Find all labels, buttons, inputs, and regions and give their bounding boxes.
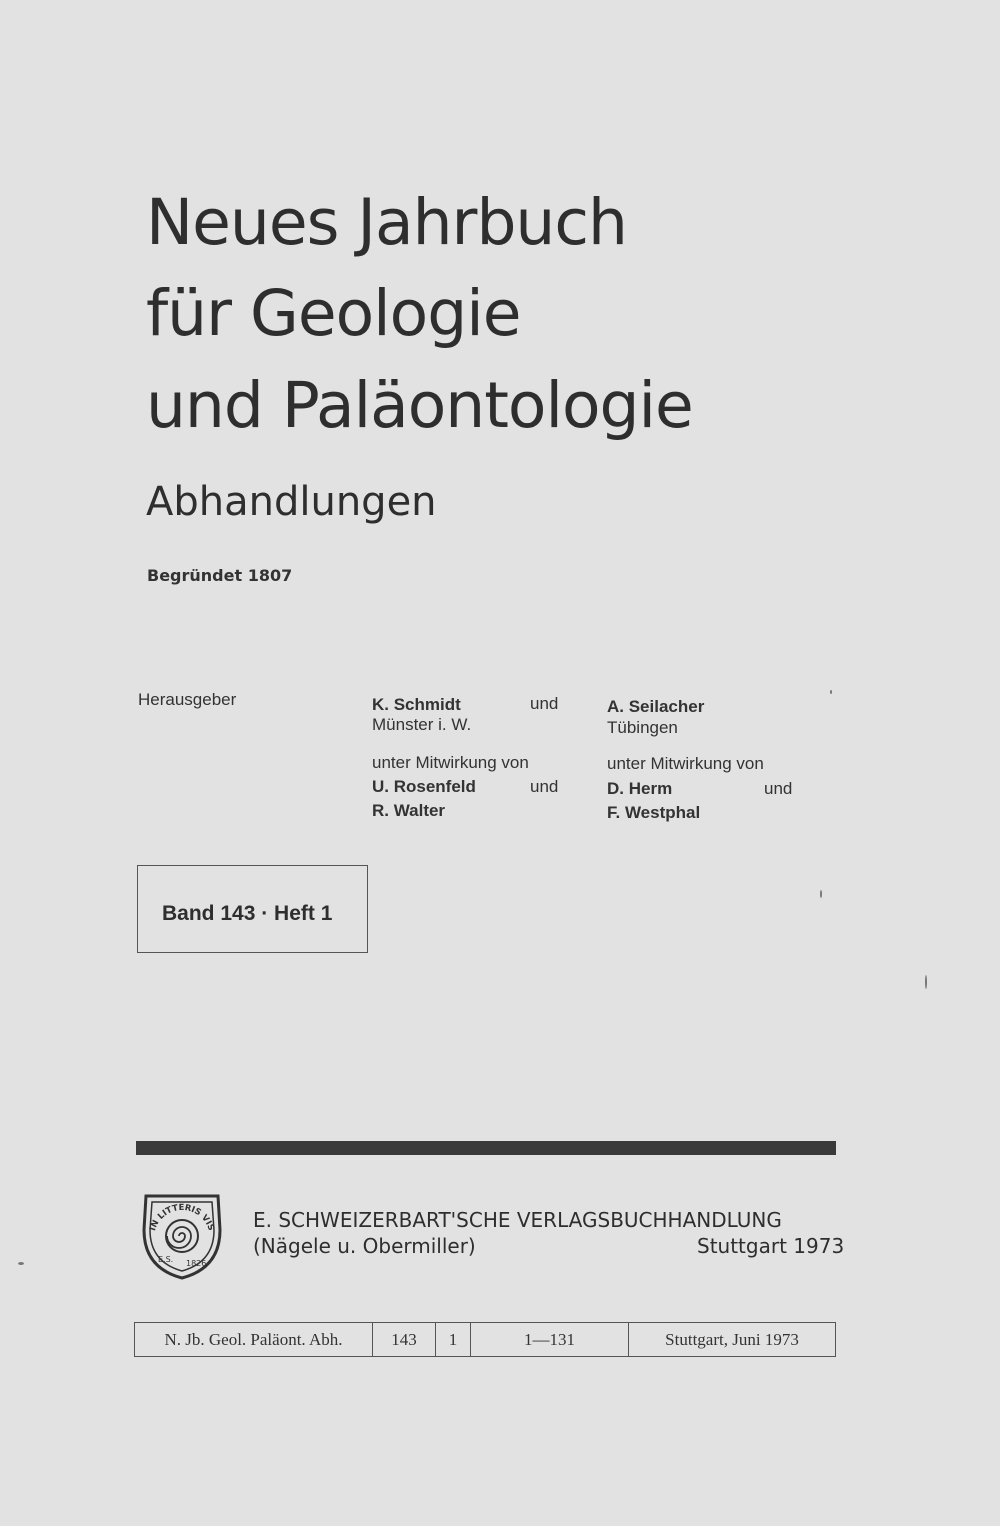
coop-connector-1: und <box>530 777 559 796</box>
citation-pages: 1—131 <box>471 1323 629 1356</box>
paper-speck <box>820 890 822 898</box>
coop-name-rosenfeld: U. Rosenfeld <box>372 777 476 796</box>
founded-note: Begründet 1807 <box>147 566 293 585</box>
coop-connector-2: und <box>764 779 793 798</box>
seal-motto: IN LITTERIS VIS <box>148 1202 216 1233</box>
editor-1-name: K. Schmidt <box>372 695 461 714</box>
issue-box <box>137 865 368 953</box>
title-line-1: Neues Jahrbuch <box>146 186 627 259</box>
title-line-2: für Geologie <box>146 277 521 350</box>
cooperation-label-1: unter Mitwirkung von <box>372 753 529 772</box>
coop-name-westphal: F. Westphal <box>607 803 701 822</box>
subtitle: Abhandlungen <box>146 479 437 525</box>
publisher-name: E. SCHWEIZERBART'SCHE VERLAGSBUCHHANDLUNG <box>253 1208 782 1232</box>
publisher-subname: (Nägele u. Obermiller) <box>253 1234 476 1258</box>
citation-place-date: Stuttgart, Juni 1973 <box>665 1329 799 1349</box>
coop-name-walter: R. Walter <box>372 801 446 820</box>
paper-speck <box>830 690 832 694</box>
coop-name-herm: D. Herm <box>607 779 673 798</box>
editor-2-place: Tübingen <box>607 718 678 737</box>
title-line-3: und Paläontologie <box>146 369 693 442</box>
publisher-place-year: Stuttgart 1973 <box>697 1234 845 1258</box>
citation-journal: N. Jb. Geol. Paläont. Abh. <box>135 1323 373 1356</box>
citation-issue: 1 <box>436 1323 471 1356</box>
citation-volume: 143 <box>373 1323 436 1356</box>
editor-2-name: A. Seilacher <box>607 697 705 716</box>
divider-rule <box>136 1141 836 1155</box>
paper-speck <box>925 975 927 989</box>
seal-year: 1826 <box>186 1259 207 1268</box>
issue-label: Band 143 · Heft 1 <box>162 902 333 925</box>
paper-speck <box>18 1262 24 1265</box>
editors-label: Herausgeber <box>138 690 237 709</box>
cooperation-label-2: unter Mitwirkung von <box>607 754 764 773</box>
editor-1-place: Münster i. W. <box>372 715 472 734</box>
editor-connector: und <box>530 694 559 713</box>
citation-strip <box>134 1322 836 1357</box>
seal-initials: E.S. <box>158 1255 174 1264</box>
publisher-seal-icon <box>136 1190 228 1282</box>
